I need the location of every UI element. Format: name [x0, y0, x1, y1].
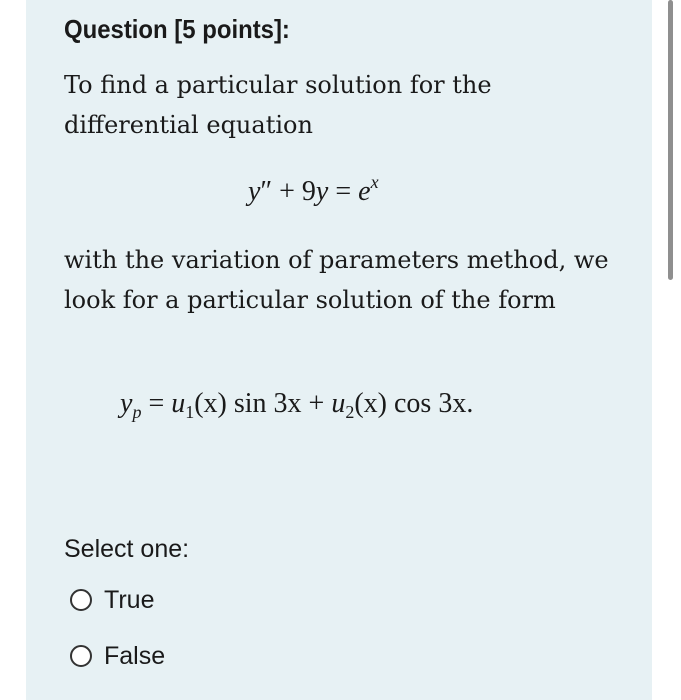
eq2-u2-sub: 2: [345, 402, 355, 422]
question-body-text: with the variation of parameters method, we look for a particular solution of the form: [64, 246, 609, 314]
option-false-label[interactable]: False: [104, 641, 166, 670]
eq1-y: y: [248, 176, 261, 207]
differential-equation: [248, 172, 379, 208]
eq2-u1: u: [171, 388, 186, 419]
eq1-y2: y: [315, 176, 329, 207]
eq2-equals: =: [141, 388, 172, 419]
eq1-equals: =: [328, 176, 359, 207]
eq1-exponent: x: [370, 172, 379, 192]
select-one-label: Select one:: [64, 535, 190, 563]
option-true-label[interactable]: True: [104, 585, 155, 614]
eq2-part2: (x) cos 3x.: [354, 388, 474, 419]
vertical-scrollbar[interactable]: [668, 0, 673, 280]
eq2-part1: (x) sin 3x +: [194, 388, 332, 419]
eq1-double-prime: ″: [260, 176, 273, 207]
radio-unchecked-icon[interactable]: [70, 645, 92, 667]
eq1-plus-9: + 9: [272, 176, 316, 207]
eq1-e: e: [358, 176, 371, 207]
eq2-u2: u: [331, 388, 346, 419]
eq2-y-sub: p: [132, 402, 142, 422]
question-title: Question [5 points]:: [64, 14, 290, 44]
option-false[interactable]: [70, 640, 165, 672]
option-true[interactable]: [70, 584, 154, 616]
question-intro-text: To find a particular solution for the differential equation: [64, 71, 492, 139]
eq2-y: y: [120, 388, 133, 419]
radio-unchecked-icon[interactable]: [70, 589, 92, 611]
eq2-u1-sub: 1: [185, 402, 195, 422]
particular-solution-form: [120, 388, 473, 423]
